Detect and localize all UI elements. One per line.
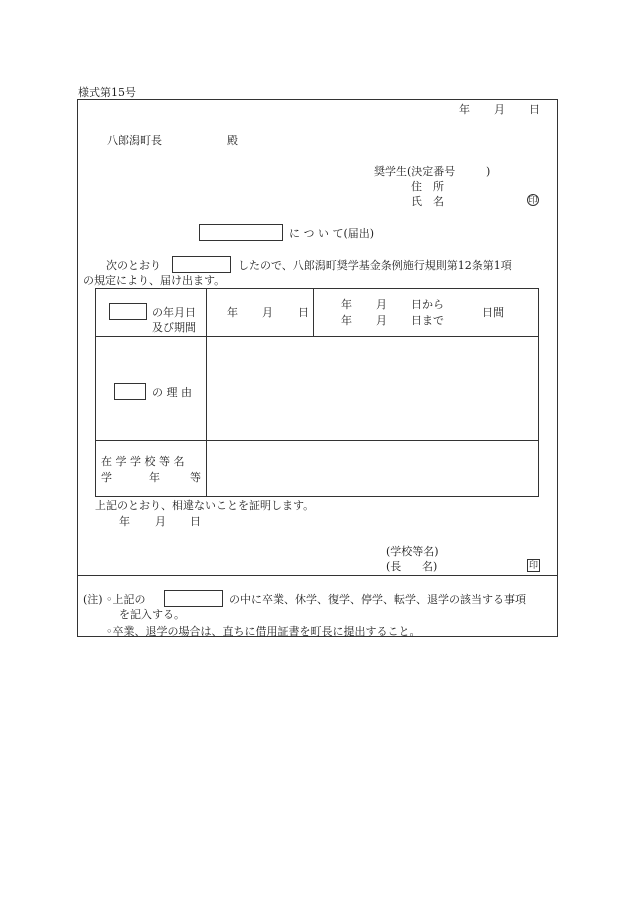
subject-input[interactable] (199, 224, 283, 241)
row1-date-year: 年 (227, 306, 238, 319)
row3-label-grade-2: 年 (149, 471, 160, 484)
certification-statement: 上記のとおり、相違ないことを証明します。 (95, 499, 315, 512)
table-date-divider (313, 288, 314, 336)
school-seal-icon: 印 (528, 561, 538, 571)
subject-suffix: に つ い て(届出) (289, 227, 375, 240)
row1-date-month: 月 (262, 306, 273, 319)
applicant-seal-icon: 印 (528, 196, 538, 206)
table-label-divider (206, 288, 207, 497)
note1-blank-box (164, 590, 223, 607)
addressee-honorific: 殿 (227, 134, 238, 147)
form-id: 様式第15号 (78, 86, 136, 99)
row3-label-grade-1: 学 (101, 471, 112, 484)
row3-school-field[interactable] (210, 444, 536, 494)
row1-from-month: 月 (376, 298, 387, 311)
table-row-divider-2 (95, 440, 539, 441)
head-name-close: 名) (422, 560, 438, 573)
header-month: 月 (494, 103, 505, 116)
row1-to-month: 月 (376, 314, 387, 327)
row1-to-year: 年 (341, 314, 352, 327)
certification-month: 月 (155, 515, 166, 528)
note1-post: の中に卒業、休学、復学、停学、転学、退学の該当する事項 (229, 593, 526, 606)
body-line2: の規定により、届け出ます。 (83, 274, 226, 287)
addressee-name: 八郎潟町長 (107, 134, 162, 147)
note2: ◦卒業、退学の場合は、直ちに借用証書を町長に提出すること。 (106, 625, 421, 638)
body-line1-post: したので、八郎潟町奨学基金条例施行規則第12条第1項 (238, 259, 512, 272)
school-name-label: (学校等名) (386, 545, 439, 558)
note1-pre: ◦上記の (106, 593, 146, 606)
row1-from-year: 年 (341, 298, 352, 311)
name-label: 氏 名 (411, 195, 444, 208)
row1-to-day: 日まで (411, 314, 444, 327)
head-name-open: (長 (386, 560, 402, 573)
row1-from-day: 日から (411, 298, 444, 311)
body-line1-pre: 次のとおり (106, 259, 161, 272)
row1-days: 日間 (482, 306, 504, 319)
note1-continuation: を記入する。 (119, 608, 185, 621)
address-label: 住 所 (411, 180, 444, 193)
row3-label-grade-3: 等 (190, 471, 201, 484)
row1-event-input[interactable] (109, 303, 147, 320)
student-number-field[interactable] (462, 166, 484, 178)
student-number-close: ) (486, 165, 491, 178)
row2-label-reason: の 理 由 (152, 386, 192, 399)
row2-event-input[interactable] (114, 383, 146, 400)
row3-label-school: 在 学 学 校 等 名 (101, 455, 185, 468)
certification-day: 日 (190, 515, 201, 528)
body-event-input[interactable] (172, 256, 231, 273)
row2-reason-field[interactable] (210, 340, 536, 436)
row1-label-period: 及び期間 (152, 321, 196, 334)
row1-label-date: の年月日 (152, 306, 196, 319)
address-field[interactable] (448, 179, 538, 193)
certification-year: 年 (119, 515, 130, 528)
student-number-label: 奨学生(決定番号 (374, 165, 456, 178)
header-year: 年 (459, 103, 470, 116)
table-row-divider-1 (95, 336, 539, 337)
notes-divider (77, 575, 558, 576)
row1-date-day: 日 (298, 306, 309, 319)
header-day: 日 (529, 103, 540, 116)
name-field[interactable] (448, 194, 518, 208)
notes-prefix: (注) (83, 593, 103, 606)
